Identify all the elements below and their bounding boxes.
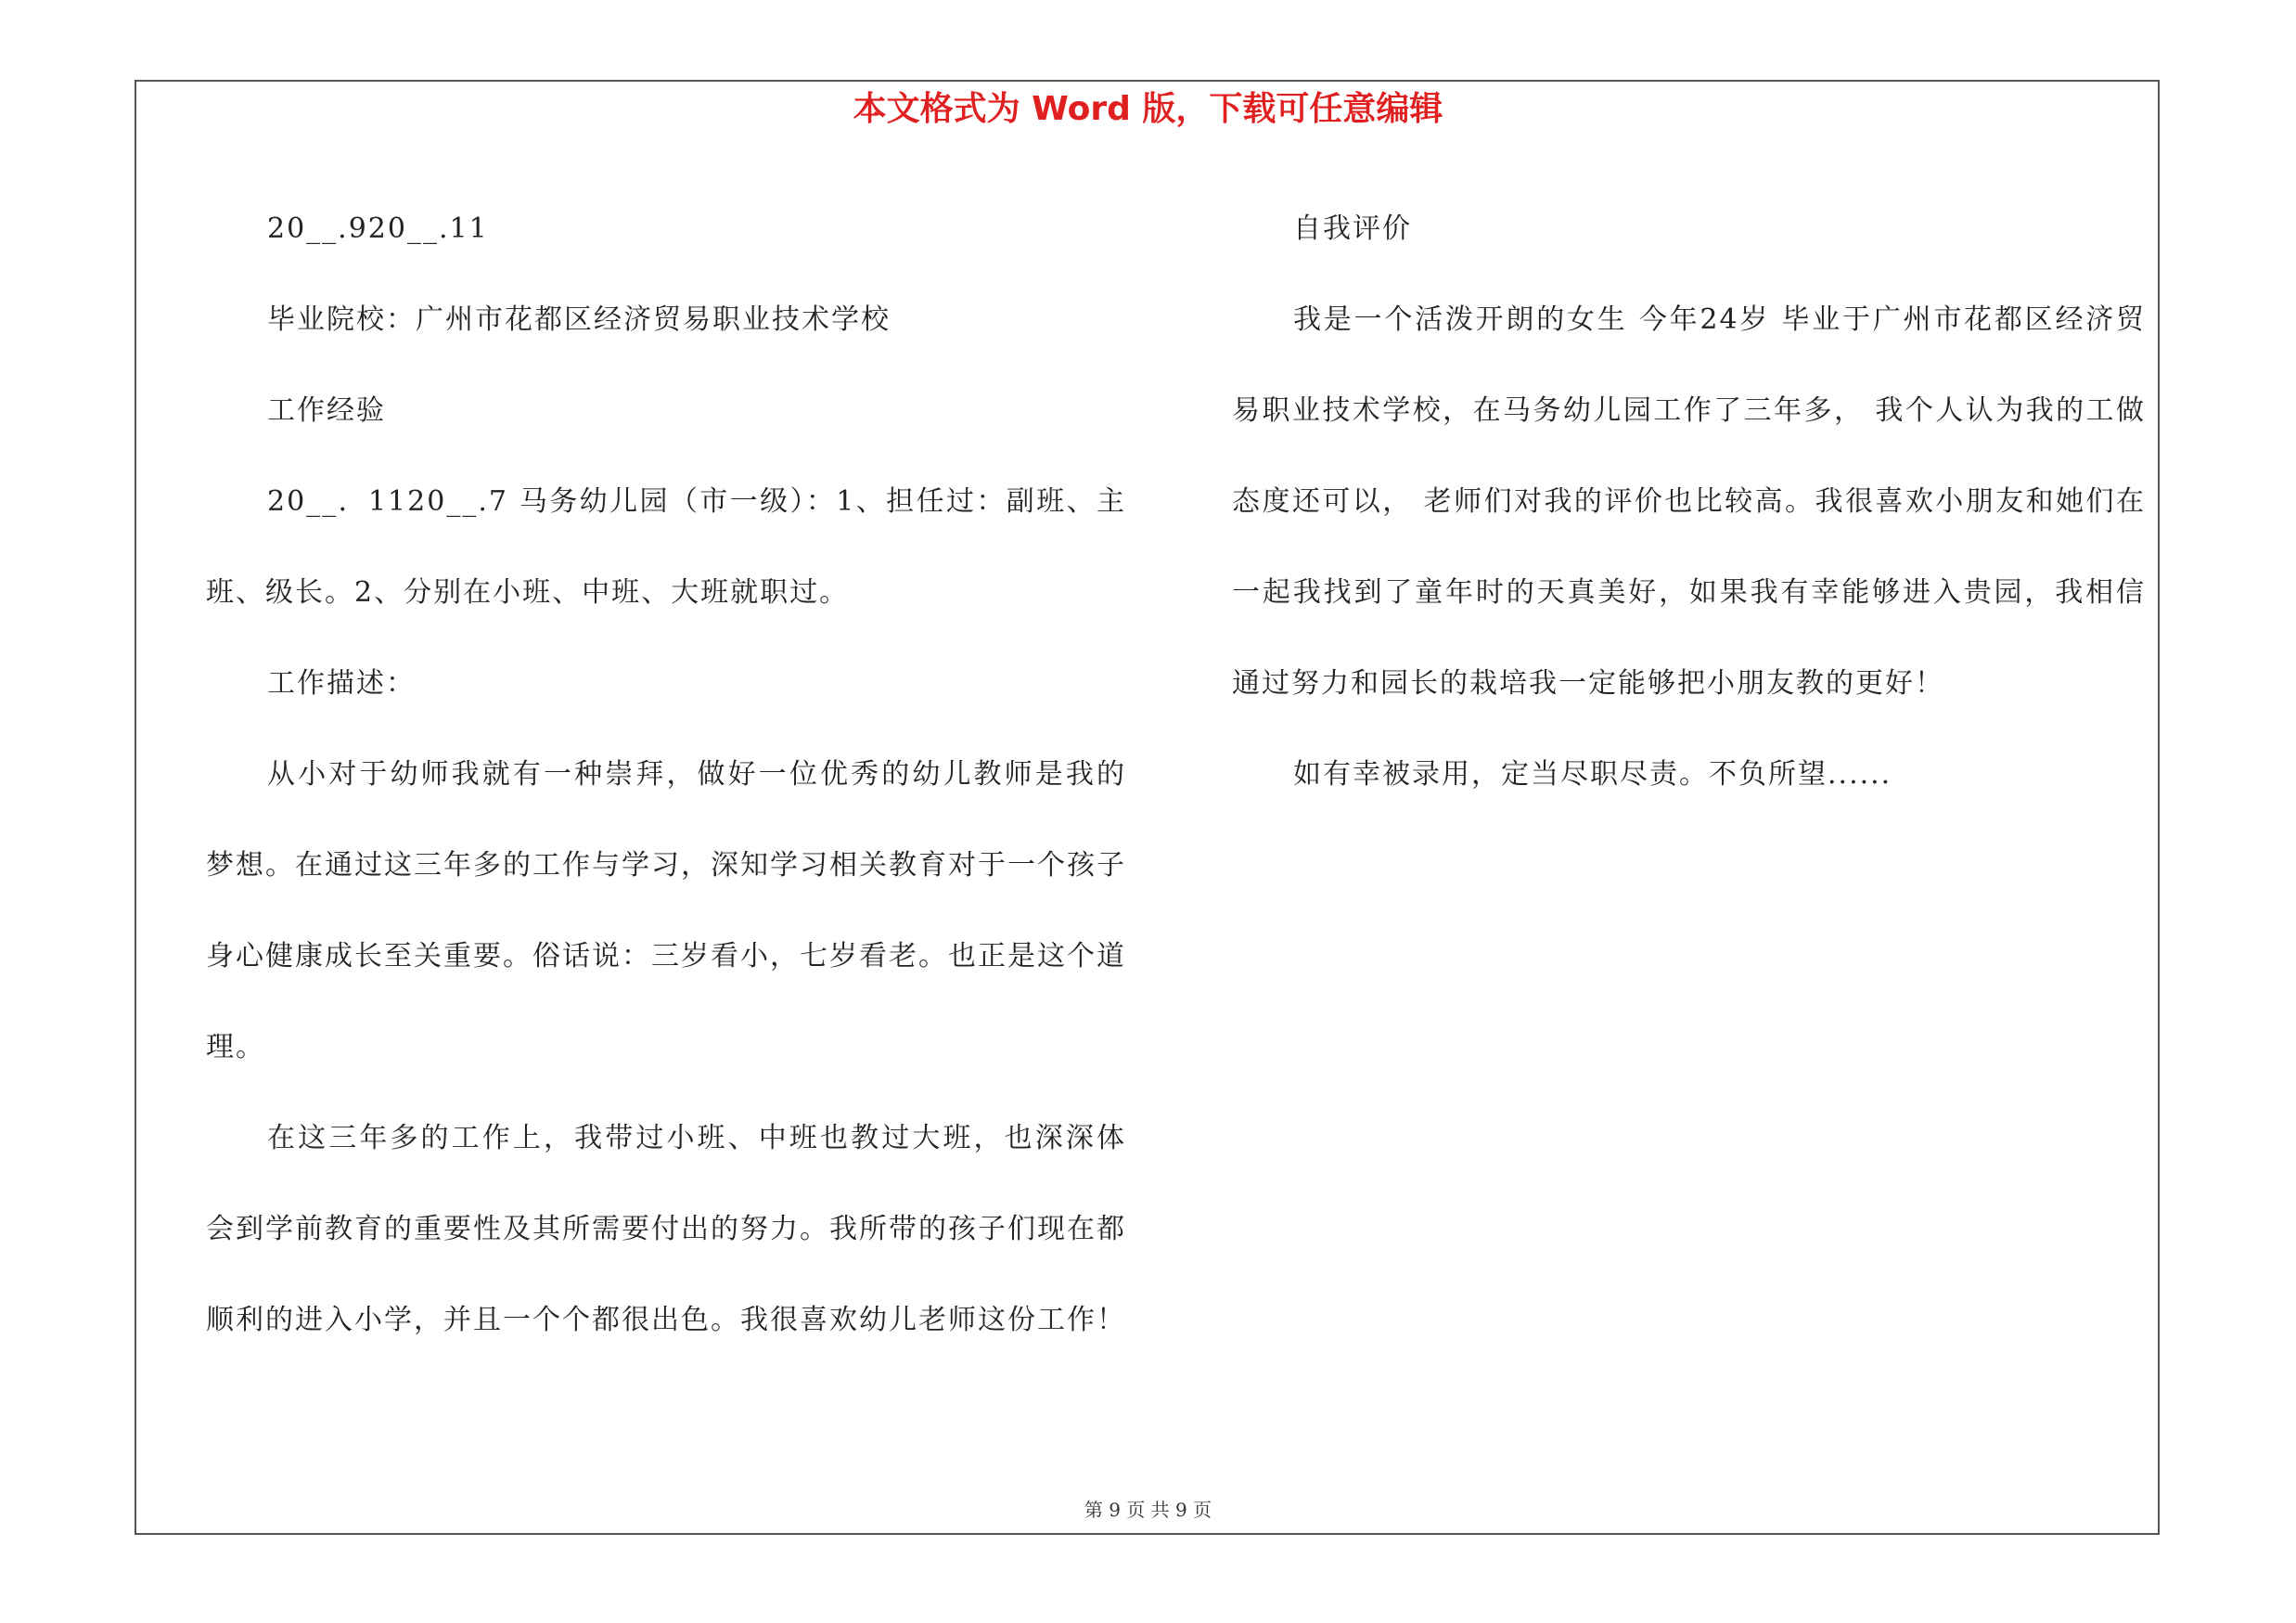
- left-column: [206, 184, 1126, 1366]
- self-evaluation-heading: 自我评价: [1293, 213, 1412, 245]
- right-column: [1232, 184, 2146, 820]
- self-evaluation-paragraph: 我是一个活泼开朗的女生 今年24岁 毕业于广州市花都区经济贸易职业技术学校，在马务幼儿园工作了三年多， 我个人认为我的工做态度还可以， 老师们对我的评价也比较高。我很喜欢小朋友和她们在一起我找到了童年时的天真美好，如果我有幸能够进入贵园，我相信通过努力和园长的栽培我一定能够把小朋友教的更好！: [1232, 303, 2146, 700]
- work-experience-entry: 20__．1120__.7 马务幼儿园（市一级）：1、担任过：副班、主班、级长。2、分别在小班、中班、大班就职过。: [206, 485, 1126, 609]
- word-format-banner: 本文格式为 Word 版，下载可任意编辑: [853, 90, 1443, 128]
- work-description-heading: 工作描述：: [267, 667, 416, 700]
- dates-line: 20__.920__.11: [267, 213, 489, 245]
- page-number-footer: 第 9 页 共 9 页: [1084, 1499, 1212, 1521]
- work-experience-heading: 工作经验: [267, 394, 386, 427]
- graduated-school: 毕业院校：广州市花都区经济贸易职业技术学校: [267, 303, 891, 336]
- closing-line: 如有幸被录用，定当尽职尽责。不负所望......: [1293, 758, 1892, 791]
- work-description-paragraph-1: 从小对于幼师我就有一种崇拜，做好一位优秀的幼儿教师是我的梦想。在通过这三年多的工作与学习，深知学习相关教育对于一个孩子身心健康成长至关重要。俗话说：三岁看小，七岁看老。也正是这个道理。: [206, 758, 1126, 1063]
- work-description-paragraph-2: 在这三年多的工作上，我带过小班、中班也教过大班，也深深体会到学前教育的重要性及其所需要付出的努力。我所带的孩子们现在都顺利的进入小学，并且一个个都很出色。我很喜欢幼儿老师这份工作！: [206, 1122, 1126, 1336]
